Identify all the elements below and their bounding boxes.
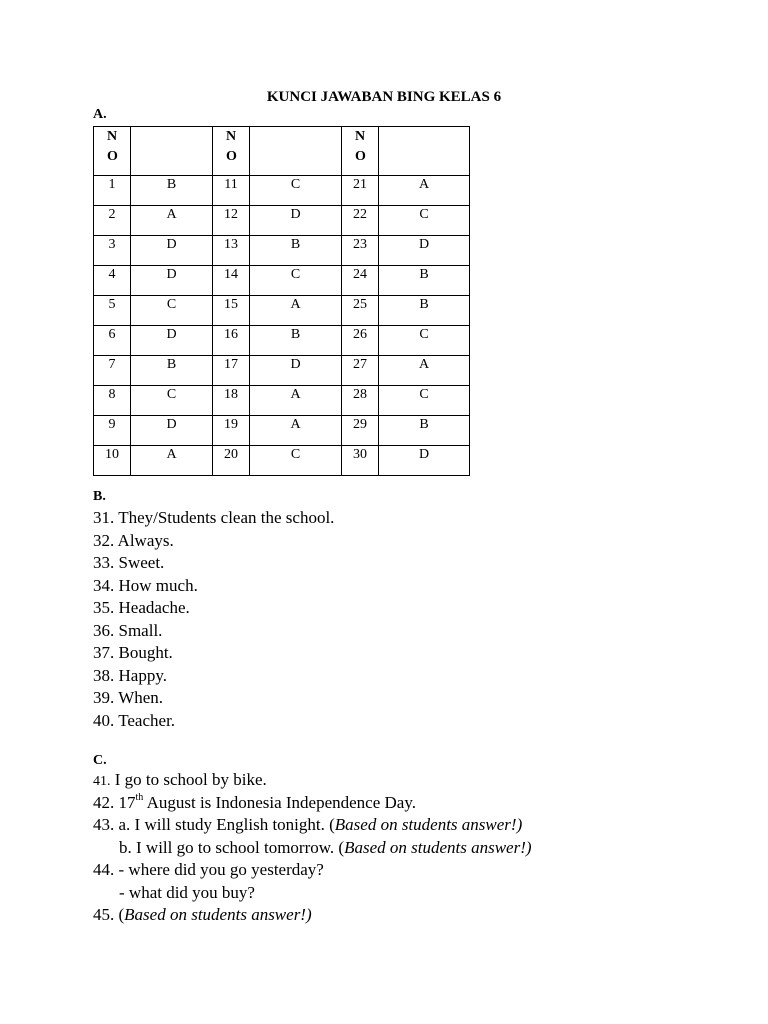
no-cell: 1 xyxy=(94,176,131,206)
table-row xyxy=(94,356,470,386)
answer-cell: A xyxy=(379,356,470,386)
header-no-2: NO xyxy=(213,127,250,176)
answer-cell: C xyxy=(131,386,213,416)
answer-cell: A xyxy=(250,386,342,416)
no-cell: 9 xyxy=(94,416,131,446)
answer-cell: D xyxy=(379,236,470,266)
no-cell: 28 xyxy=(342,386,379,416)
answer-cell: D xyxy=(250,206,342,236)
list-item: 31. They/Students clean the school. xyxy=(93,508,335,527)
no-cell: 17 xyxy=(213,356,250,386)
table-row xyxy=(94,386,470,416)
table-row xyxy=(94,326,470,356)
header-no-3: NO xyxy=(342,127,379,176)
answer-41: 41. I go to school by bike. xyxy=(93,770,267,789)
list-item: 34. How much. xyxy=(93,575,198,595)
answer-44b: - what did you buy? xyxy=(119,882,255,902)
answer-cell: A xyxy=(250,416,342,446)
no-cell: 15 xyxy=(213,296,250,326)
table-row xyxy=(94,296,470,326)
list-item: 40. Teacher. xyxy=(93,710,176,730)
no-cell: 29 xyxy=(342,416,379,446)
no-cell: 21 xyxy=(342,176,379,206)
header-no-1: NO xyxy=(94,127,131,176)
answer-cell: A xyxy=(131,446,213,476)
answer-43a: 43. a. I will study English tonight. (Based on students answer!) xyxy=(93,815,523,834)
table-row xyxy=(94,206,470,236)
no-cell: 2 xyxy=(94,206,131,236)
list-item: 36. Small. xyxy=(93,620,163,640)
table-row xyxy=(94,446,470,476)
no-cell: 7 xyxy=(94,356,131,386)
answer-cell: D xyxy=(131,416,213,446)
section-a-label: A. xyxy=(93,107,107,122)
no-cell: 14 xyxy=(213,266,250,296)
answer-cell: C xyxy=(131,296,213,326)
answer-cell: C xyxy=(379,326,470,356)
list-item: 39. When. xyxy=(93,688,164,707)
no-cell: 4 xyxy=(94,266,131,296)
answer-cell: D xyxy=(379,446,470,476)
answer-cell: A xyxy=(250,296,342,326)
no-cell: 22 xyxy=(342,206,379,236)
answer-cell: B xyxy=(379,296,470,326)
answer-cell: C xyxy=(250,446,342,476)
answer-cell: A xyxy=(131,206,213,236)
header-answer-3 xyxy=(379,127,470,176)
no-cell: 11 xyxy=(213,176,250,206)
table-row xyxy=(94,266,470,296)
answer-cell: B xyxy=(131,176,213,206)
answer-44a: 44. - where did you go yesterday? xyxy=(93,860,324,879)
no-cell: 23 xyxy=(342,236,379,266)
no-cell: 30 xyxy=(342,446,379,476)
answer-cell: D xyxy=(250,356,342,386)
no-cell: 13 xyxy=(213,236,250,266)
no-cell: 6 xyxy=(94,326,131,356)
answer-key-table xyxy=(93,126,470,476)
table-row xyxy=(94,176,470,206)
table-row xyxy=(94,416,470,446)
answer-cell: B xyxy=(379,416,470,446)
no-cell: 12 xyxy=(213,206,250,236)
section-c-answers xyxy=(93,769,532,927)
no-cell: 27 xyxy=(342,356,379,386)
answer-cell: C xyxy=(379,386,470,416)
section-b-label: B. xyxy=(93,489,106,504)
no-cell: 5 xyxy=(94,296,131,326)
answer-cell: C xyxy=(250,266,342,296)
no-cell: 25 xyxy=(342,296,379,326)
list-item: 32. Always. xyxy=(93,530,174,550)
list-item: 35. Headache. xyxy=(93,598,190,617)
no-cell: 18 xyxy=(213,386,250,416)
section-b-answers xyxy=(93,507,334,732)
answer-cell: D xyxy=(131,266,213,296)
header-answer-2 xyxy=(250,127,342,176)
list-item: 33. Sweet. xyxy=(93,553,165,572)
table-row xyxy=(94,236,470,266)
list-item: 38. Happy. xyxy=(93,665,167,685)
answer-cell: B xyxy=(131,356,213,386)
answer-cell: A xyxy=(379,176,470,206)
table-header-row xyxy=(94,127,470,176)
answer-cell: C xyxy=(379,206,470,236)
no-cell: 19 xyxy=(213,416,250,446)
answer-cell: C xyxy=(250,176,342,206)
no-cell: 26 xyxy=(342,326,379,356)
answer-cell: D xyxy=(131,326,213,356)
answer-cell: B xyxy=(379,266,470,296)
answer-cell: D xyxy=(131,236,213,266)
answer-43b: b. I will go to school tomorrow. (Based on students answer!) xyxy=(119,837,532,857)
no-cell: 8 xyxy=(94,386,131,416)
answer-cell: B xyxy=(250,326,342,356)
answer-42: 42. 17th August is Indonesia Independence Day. xyxy=(93,791,416,812)
answer-45: 45. (Based on students answer!) xyxy=(93,905,312,924)
header-answer-1 xyxy=(131,127,213,176)
no-cell: 3 xyxy=(94,236,131,266)
answer-cell: B xyxy=(250,236,342,266)
list-item: 37. Bought. xyxy=(93,643,173,662)
no-cell: 16 xyxy=(213,326,250,356)
no-cell: 24 xyxy=(342,266,379,296)
no-cell: 20 xyxy=(213,446,250,476)
page-title: KUNCI JAWABAN BING KELAS 6 xyxy=(266,89,502,105)
section-c-label: C. xyxy=(93,753,107,768)
no-cell: 10 xyxy=(94,446,131,476)
